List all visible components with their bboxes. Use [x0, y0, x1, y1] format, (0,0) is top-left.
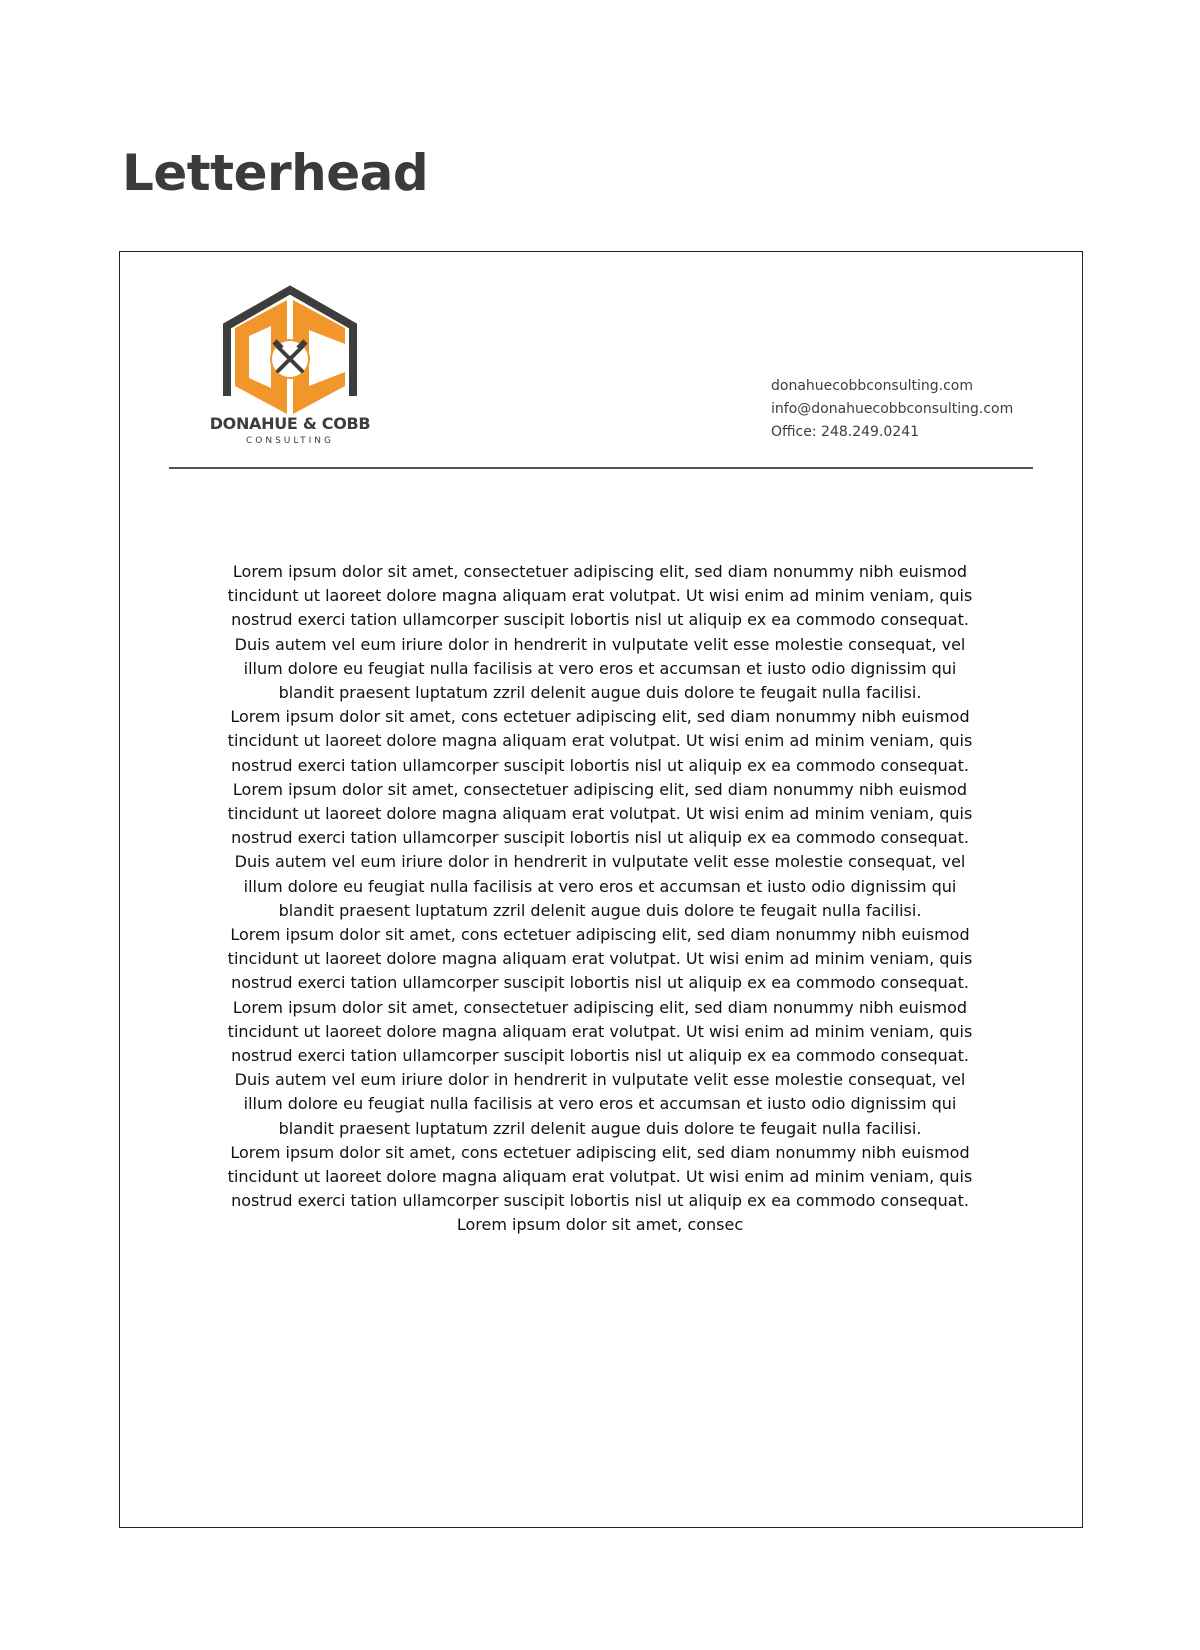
- body-line: tincidunt ut laoreet dolore magna aliquam erat volutpat. Ut wisi enim ad minim veniam, quis: [227, 731, 973, 751]
- body-line: Lorem ipsum dolor sit amet, consectetuer adipiscing elit, sed diam nonummy nibh euismod: [232, 779, 968, 799]
- header-divider: [169, 467, 1033, 469]
- body-line: nostrud exerci tation ullamcorper suscipit lobortis nisl ut aliquip ex ea commodo consequat.: [231, 973, 969, 993]
- body-line: tincidunt ut laoreet dolore magna aliquam erat volutpat. Ut wisi enim ad minim veniam, quis: [227, 1021, 973, 1041]
- contact-website[interactable]: donahuecobbconsulting.com: [771, 378, 973, 394]
- letterhead-sheet: [119, 251, 1083, 1528]
- letter-body: [160, 560, 1040, 1238]
- body-line: Duis autem vel eum iriure dolor in hendrerit in vulputate velit esse molestie consequat, vel: [234, 852, 966, 872]
- page-title: Letterhead: [122, 144, 429, 202]
- body-line: nostrud exerci tation ullamcorper suscipit lobortis nisl ut aliquip ex ea commodo consequat.: [231, 1046, 969, 1066]
- body-line: Lorem ipsum dolor sit amet, cons ectetuer adipiscing elit, sed diam nonummy nibh euismod: [230, 925, 970, 945]
- body-line: illum dolore eu feugiat nulla facilisis at vero eros et accumsan et iusto odio dignissim qui: [243, 1094, 957, 1114]
- body-line: Duis autem vel eum iriure dolor in hendrerit in vulputate velit esse molestie consequat, vel: [234, 634, 966, 654]
- body-line: illum dolore eu feugiat nulla facilisis at vero eros et accumsan et iusto odio dignissim qui: [243, 876, 957, 896]
- body-line: nostrud exerci tation ullamcorper suscipit lobortis nisl ut aliquip ex ea commodo consequat.: [231, 828, 969, 848]
- brand-subtitle: CONSULTING: [245, 436, 335, 446]
- body-line: nostrud exerci tation ullamcorper suscipit lobortis nisl ut aliquip ex ea commodo consequat.: [231, 755, 969, 775]
- contact-email[interactable]: info@donahuecobbconsulting.com: [771, 401, 1014, 417]
- body-line: Lorem ipsum dolor sit amet, consec: [456, 1215, 744, 1235]
- body-line: Duis autem vel eum iriure dolor in hendrerit in vulputate velit esse molestie consequat, vel: [234, 1070, 966, 1090]
- company-logo: [195, 274, 385, 444]
- body-line: blandit praesent luptatum zzril delenit augue duis dolore te feugait nulla facilisi.: [278, 683, 922, 703]
- body-line: blandit praesent luptatum zzril delenit augue duis dolore te feugait nulla facilisi.: [278, 1118, 922, 1138]
- brand-name: DONAHUE & COBB: [209, 414, 371, 433]
- body-line: nostrud exerci tation ullamcorper suscipit lobortis nisl ut aliquip ex ea commodo consequat.: [231, 610, 969, 630]
- contact-block: [771, 375, 1013, 444]
- body-line: Lorem ipsum dolor sit amet, consectetuer adipiscing elit, sed diam nonummy nibh euismod: [232, 562, 968, 581]
- body-line: tincidunt ut laoreet dolore magna aliquam erat volutpat. Ut wisi enim ad minim veniam, quis: [227, 1167, 973, 1187]
- body-line: Lorem ipsum dolor sit amet, consectetuer adipiscing elit, sed diam nonummy nibh euismod: [232, 997, 968, 1017]
- contact-office-phone: Office: 248.249.0241: [771, 424, 920, 440]
- body-line: Lorem ipsum dolor sit amet, cons ectetuer adipiscing elit, sed diam nonummy nibh euismod: [230, 707, 970, 727]
- body-line: nostrud exerci tation ullamcorper suscipit lobortis nisl ut aliquip ex ea commodo consequat.: [231, 1191, 969, 1211]
- body-line: tincidunt ut laoreet dolore magna aliquam erat volutpat. Ut wisi enim ad minim veniam, quis: [227, 949, 973, 969]
- body-line: illum dolore eu feugiat nulla facilisis at vero eros et accumsan et iusto odio dignissim qui: [243, 658, 957, 678]
- body-line: Lorem ipsum dolor sit amet, cons ectetuer adipiscing elit, sed diam nonummy nibh euismod: [230, 1142, 970, 1162]
- body-line: tincidunt ut laoreet dolore magna aliquam erat volutpat. Ut wisi enim ad minim veniam, quis: [227, 804, 973, 824]
- hexagon-dc-hammer-logo-icon: [195, 274, 385, 414]
- body-line: tincidunt ut laoreet dolore magna aliquam erat volutpat. Ut wisi enim ad minim veniam, quis: [227, 586, 973, 606]
- body-line: blandit praesent luptatum zzril delenit augue duis dolore te feugait nulla facilisi.: [278, 900, 922, 920]
